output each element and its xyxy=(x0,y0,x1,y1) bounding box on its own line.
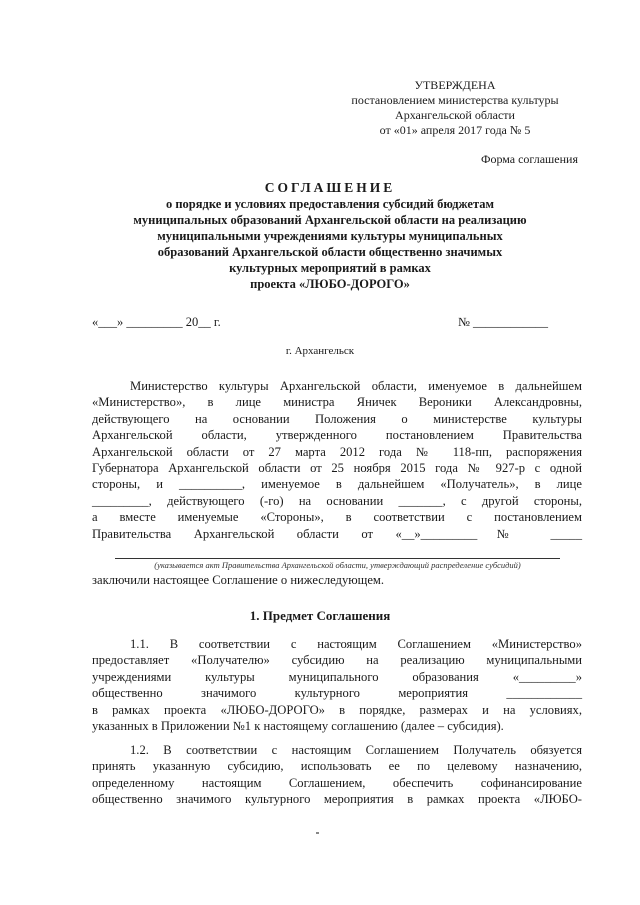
text-line: в рамках проекта «ЛЮБО-ДОРОГО» в порядке, размерах и на условиях, xyxy=(92,702,582,717)
text-line: общественно значимого культурного мероприятия ____________ xyxy=(92,686,582,701)
text-line: определенному настоящим Соглашением, обеспечить софинансирование xyxy=(92,775,582,790)
subtitle-line: проекта «ЛЮБО-ДОРОГО» xyxy=(250,277,410,291)
approval-line: постановлением министерства культуры xyxy=(351,93,559,107)
paragraph-1-1 xyxy=(92,636,582,734)
document-subtitle xyxy=(60,196,600,292)
approval-line: УТВЕРЖДЕНА xyxy=(414,78,496,92)
scan-speck xyxy=(316,832,319,834)
text-line: Министерство культуры Архангельской области, именуемое в дальнейшем xyxy=(130,379,582,393)
text-line: указанных в Приложении №1 к настоящему соглашению (далее – субсидия). xyxy=(92,719,504,734)
text-line: а вместе именуемые «Стороны», в соответствии с постановлением xyxy=(92,510,582,525)
text-line: предоставляет «Получателю» субсидию на реализацию муниципальными xyxy=(92,653,582,668)
text-line: учреждениями культуры муниципального образования «_________» xyxy=(92,669,582,684)
text-line: действующего на основании Положения о министерстве культуры xyxy=(92,411,582,426)
text-line: Архангельской области, утвержденного постановлением Правительства xyxy=(92,428,582,443)
city-label: г. Архангельск xyxy=(285,345,355,357)
underline-rule xyxy=(115,558,560,559)
text-line: Губернатора Архангельской области от 25 ноября 2015 года № 927-р с одной xyxy=(92,461,582,476)
text-line: 1.1. В соответствии с настоящим Соглашением «Министерство» xyxy=(130,637,582,651)
number-placeholder: № ____________ xyxy=(458,315,549,329)
form-label: Форма соглашения xyxy=(480,152,578,166)
approval-line: Архангельской области xyxy=(395,108,515,122)
subtitle-line: о порядке и условиях предоставления субсидий бюджетам xyxy=(165,197,495,211)
text-line: заключили настоящее Соглашение о нижеследующем. xyxy=(92,573,385,587)
date-placeholder: «___» _________ 20__ г. xyxy=(92,315,221,329)
subtitle-line: культурных мероприятий в рамках xyxy=(229,261,431,275)
text-line: Правительства Архангельской области от «__»_________№ _____ xyxy=(92,526,582,541)
text-line: принять указанную субсидию, использовать ее по целевому назначению, xyxy=(92,759,582,774)
section-heading: 1. Предмет Соглашения xyxy=(249,608,391,623)
concluded-line xyxy=(92,572,582,588)
paragraph-parties xyxy=(92,378,582,542)
text-line: «Министерство», в лице министра Яничек Вероники Александровны, xyxy=(92,395,582,410)
text-line: общественно значимого культурного мероприятия в рамках проекта «ЛЮБО- xyxy=(92,792,582,807)
text-line: _________, действующего (-го) на основании _______, с другой стороны, xyxy=(92,493,582,508)
paragraph-1-2 xyxy=(92,742,582,808)
footnote-caption: (указывается акт Правительства Архангельской области, утверждающий распределение субсидий) xyxy=(154,560,521,570)
text-line: 1.2. В соответствии с настоящим Соглашением Получатель обязуется xyxy=(130,743,582,757)
document-title: СОГЛАШЕНИЕ xyxy=(264,180,396,195)
text-line: Архангельской области от 27 марта 2012 года № 118-пп, распоряжения xyxy=(92,444,582,459)
approval-stamp xyxy=(330,78,580,138)
approval-line: от «01» апреля 2017 года № 5 xyxy=(379,123,531,137)
text-line: стороны, и __________, именуемое в дальнейшем «Получатель», в лице xyxy=(92,477,582,492)
subtitle-line: образований Архангельской области общественно значимых xyxy=(157,245,503,259)
subtitle-line: муниципальных образований Архангельской области на реализацию xyxy=(133,213,527,227)
subtitle-line: муниципальными учреждениями культуры муниципальных xyxy=(157,229,503,243)
